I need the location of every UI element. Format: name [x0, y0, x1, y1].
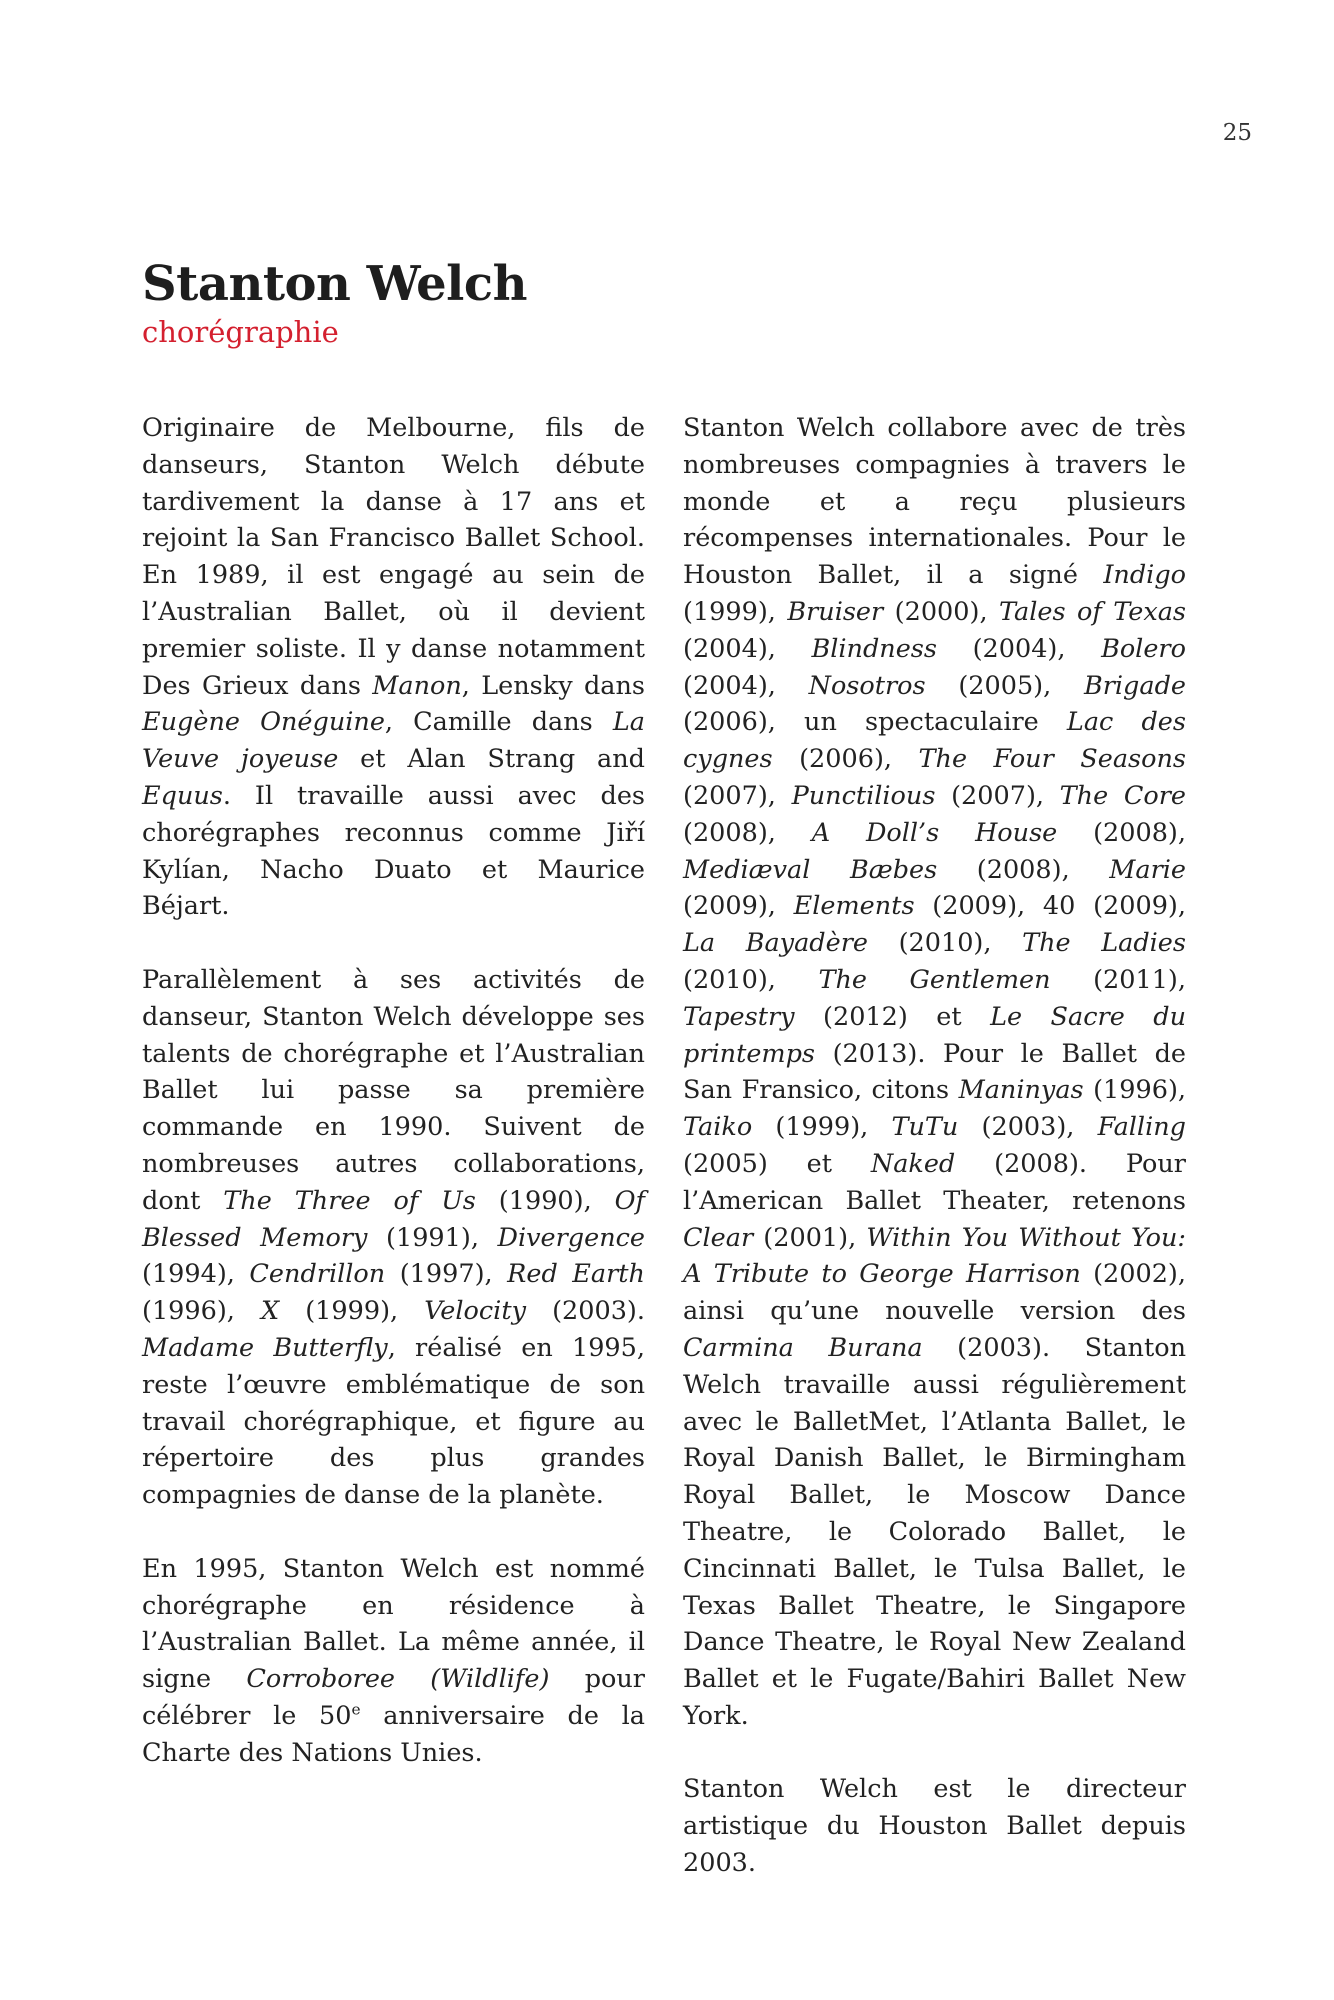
text-run: (1990), [475, 1185, 615, 1216]
text-run: (1997), [385, 1259, 508, 1290]
text-run: . Il travaille aussi avec des chorégraphes reconnus comme Jiří Kylían, Nacho Duato et Maurice Béjart. [142, 780, 645, 922]
work-title: Bolero [1101, 633, 1186, 664]
text-run: En 1995, Stanton Welch est nommé chorégraphe en résidence à l’Australian Ballet. La même année, il signe [142, 1553, 645, 1695]
text-run: (2008), [1057, 817, 1186, 848]
page-subtitle: chorégraphie [142, 314, 339, 349]
paragraph [683, 410, 1186, 1735]
text-run: (2006), [772, 744, 919, 775]
text-run: (2010), [867, 928, 1023, 959]
work-title: Nosotros [808, 670, 926, 701]
work-title: Red Earth [507, 1259, 645, 1290]
work-title: The Ladies [1022, 928, 1186, 959]
text-run: (2004), [683, 633, 812, 664]
work-title: La Veuve joyeuse [142, 707, 645, 775]
work-title: Tapestry [683, 1001, 795, 1032]
work-title: Brigade [1083, 670, 1186, 701]
text-run: (2003). [525, 1296, 645, 1327]
work-title: Lac des cygnes [683, 707, 1186, 775]
work-title: Of Blessed Memory [142, 1185, 645, 1253]
work-title: The Three of Us [223, 1185, 476, 1216]
work-title: Elements [793, 891, 915, 922]
text-run: (2005) et [683, 1148, 871, 1179]
work-title: Maninyas [958, 1075, 1084, 1106]
text-run: (2007), [935, 780, 1060, 811]
work-title: Equus [142, 780, 223, 811]
right-column [683, 410, 1186, 1882]
work-title: Marie [1109, 854, 1186, 885]
left-column [142, 410, 645, 1771]
header [142, 258, 527, 350]
work-title: Tales of Texas [998, 596, 1186, 627]
page-number: 25 [1222, 120, 1252, 146]
text-run: anniversaire de la Charte des Nations Unies. [142, 1700, 645, 1768]
work-title: Punctilious [791, 780, 936, 811]
text-run: (1991), [367, 1222, 498, 1253]
work-title: Cendrillon [249, 1259, 386, 1290]
text-run: pour célébrer le 50 [142, 1664, 645, 1731]
text-run: , réalisé en 1995, reste l’œuvre emblématique de son travail chorégraphique, et figure au répertoire des plus grandes compagnies de danse de la planète. [142, 1332, 645, 1511]
work-title: A Doll’s House [811, 817, 1058, 848]
work-title: Corroboree (Wildlife) [246, 1664, 550, 1695]
work-title: Within You Without You: A Tribute to George Harrison [683, 1222, 1186, 1290]
text-run: et Alan Strang and [338, 744, 646, 775]
work-title: Eugène Onéguine [142, 707, 385, 738]
work-title: Blindness [811, 633, 937, 664]
text-run: , Camille dans [384, 707, 613, 738]
page-title: Stanton Welch [142, 256, 528, 312]
text-run: (2005), [925, 670, 1084, 701]
text-run: (1999), [752, 1112, 892, 1143]
text-run: (2009), [683, 891, 794, 922]
text-run: (2009), 40 (2009), [914, 891, 1186, 922]
work-title: The Gentlemen [818, 964, 1051, 995]
work-title: La Bayadère [683, 928, 868, 959]
text-run: (1996), [142, 1296, 261, 1327]
text-run: (2002), ainsi qu’une nouvelle version des [683, 1259, 1186, 1327]
work-title: The Four Seasons [918, 744, 1186, 775]
text-run: (1994), [142, 1259, 250, 1290]
work-title: Bruiser [787, 596, 884, 627]
text-run: (2008), [683, 817, 812, 848]
text-run: (1999), [279, 1296, 425, 1327]
text-run: (2004), [683, 670, 809, 701]
text-run: (2008), [937, 854, 1110, 885]
text-run: (2012) et [794, 1001, 991, 1032]
paragraph [142, 410, 645, 925]
text-run: Originaire de Melbourne, fils de danseurs, Stanton Welch débute tardivement la danse à 17 ans et rejoint la San Francisco Ballet School. En 1989, il est engagé au sein de l’Australian Ballet, où il devient premier soliste. Il y danse notamment Des Grieux dans [142, 413, 645, 701]
text-run: (2001), [753, 1222, 867, 1253]
text-run: Stanton Welch est le directeur artistique du Houston Ballet depuis 2003. [683, 1774, 1186, 1879]
text-run: (2011), [1050, 964, 1186, 995]
text-run: (2008). Pour l’American Ballet Theater, retenons [683, 1148, 1186, 1216]
text-run: (2013). Pour le Ballet de San Fransico, citons [683, 1038, 1186, 1106]
paragraph [683, 1771, 1186, 1881]
work-title: Madame Butterfly [142, 1332, 388, 1363]
text-run: (2003). Stanton Welch travaille aussi régulièrement avec le BalletMet, l’Atlanta Ballet, le Royal Danish Ballet, le Birmingham Royal Ballet, le Moscow Dance Theatre, le Colorado Ballet, le Cincinnati Ballet, le Tulsa Ballet, le Texas Ballet Theatre, le Singapore Dance Theatre, le Royal New Zealand Ballet et le Fugate/Bahiri Ballet New York. [683, 1332, 1186, 1731]
work-title: Taiko [683, 1112, 753, 1143]
work-title: Le Sacre du printemps [683, 1001, 1186, 1069]
work-title: Velocity [424, 1296, 526, 1327]
text-run: (2007), [683, 780, 792, 811]
text-run: (1996), [1083, 1075, 1186, 1106]
text-run: (2004), [936, 633, 1102, 664]
text-run: Stanton Welch collabore avec de très nombreuses compagnies à travers le monde et a reçu plusieurs récompenses internationales. Pour le Houston Ballet, il a signé [683, 413, 1186, 591]
text-run: Parallèlement à ses activités de danseur, Stanton Welch développe ses talents de chorégraphe et l’Australian Ballet lui passe sa première commande en 1990. Suivent de nombreuses autres collaborations, dont [142, 964, 645, 1216]
work-title: TuTu [891, 1112, 959, 1143]
text-run: (1999), [683, 596, 788, 627]
text-run: (2003), [958, 1112, 1098, 1143]
work-title: Manon [372, 670, 462, 701]
paragraph [142, 1551, 645, 1772]
work-title: Clear [683, 1222, 754, 1253]
work-title: Naked [870, 1148, 956, 1179]
superscript-text: e [351, 1700, 361, 1719]
paragraph [142, 962, 645, 1514]
work-title: The Core [1059, 780, 1186, 811]
work-title: Indigo [1103, 560, 1186, 591]
work-title: Carmina Burana [683, 1332, 923, 1363]
work-title: X [260, 1296, 280, 1327]
text-run: (2000), [883, 596, 999, 627]
text-run: (2006), un spectaculaire [683, 707, 1067, 738]
text-run: (2010), [683, 964, 819, 995]
work-title: Falling [1097, 1112, 1186, 1143]
work-title: Divergence [497, 1222, 645, 1253]
text-run: , Lensky dans [461, 670, 645, 701]
work-title: Mediæval Bæbes [683, 854, 938, 885]
